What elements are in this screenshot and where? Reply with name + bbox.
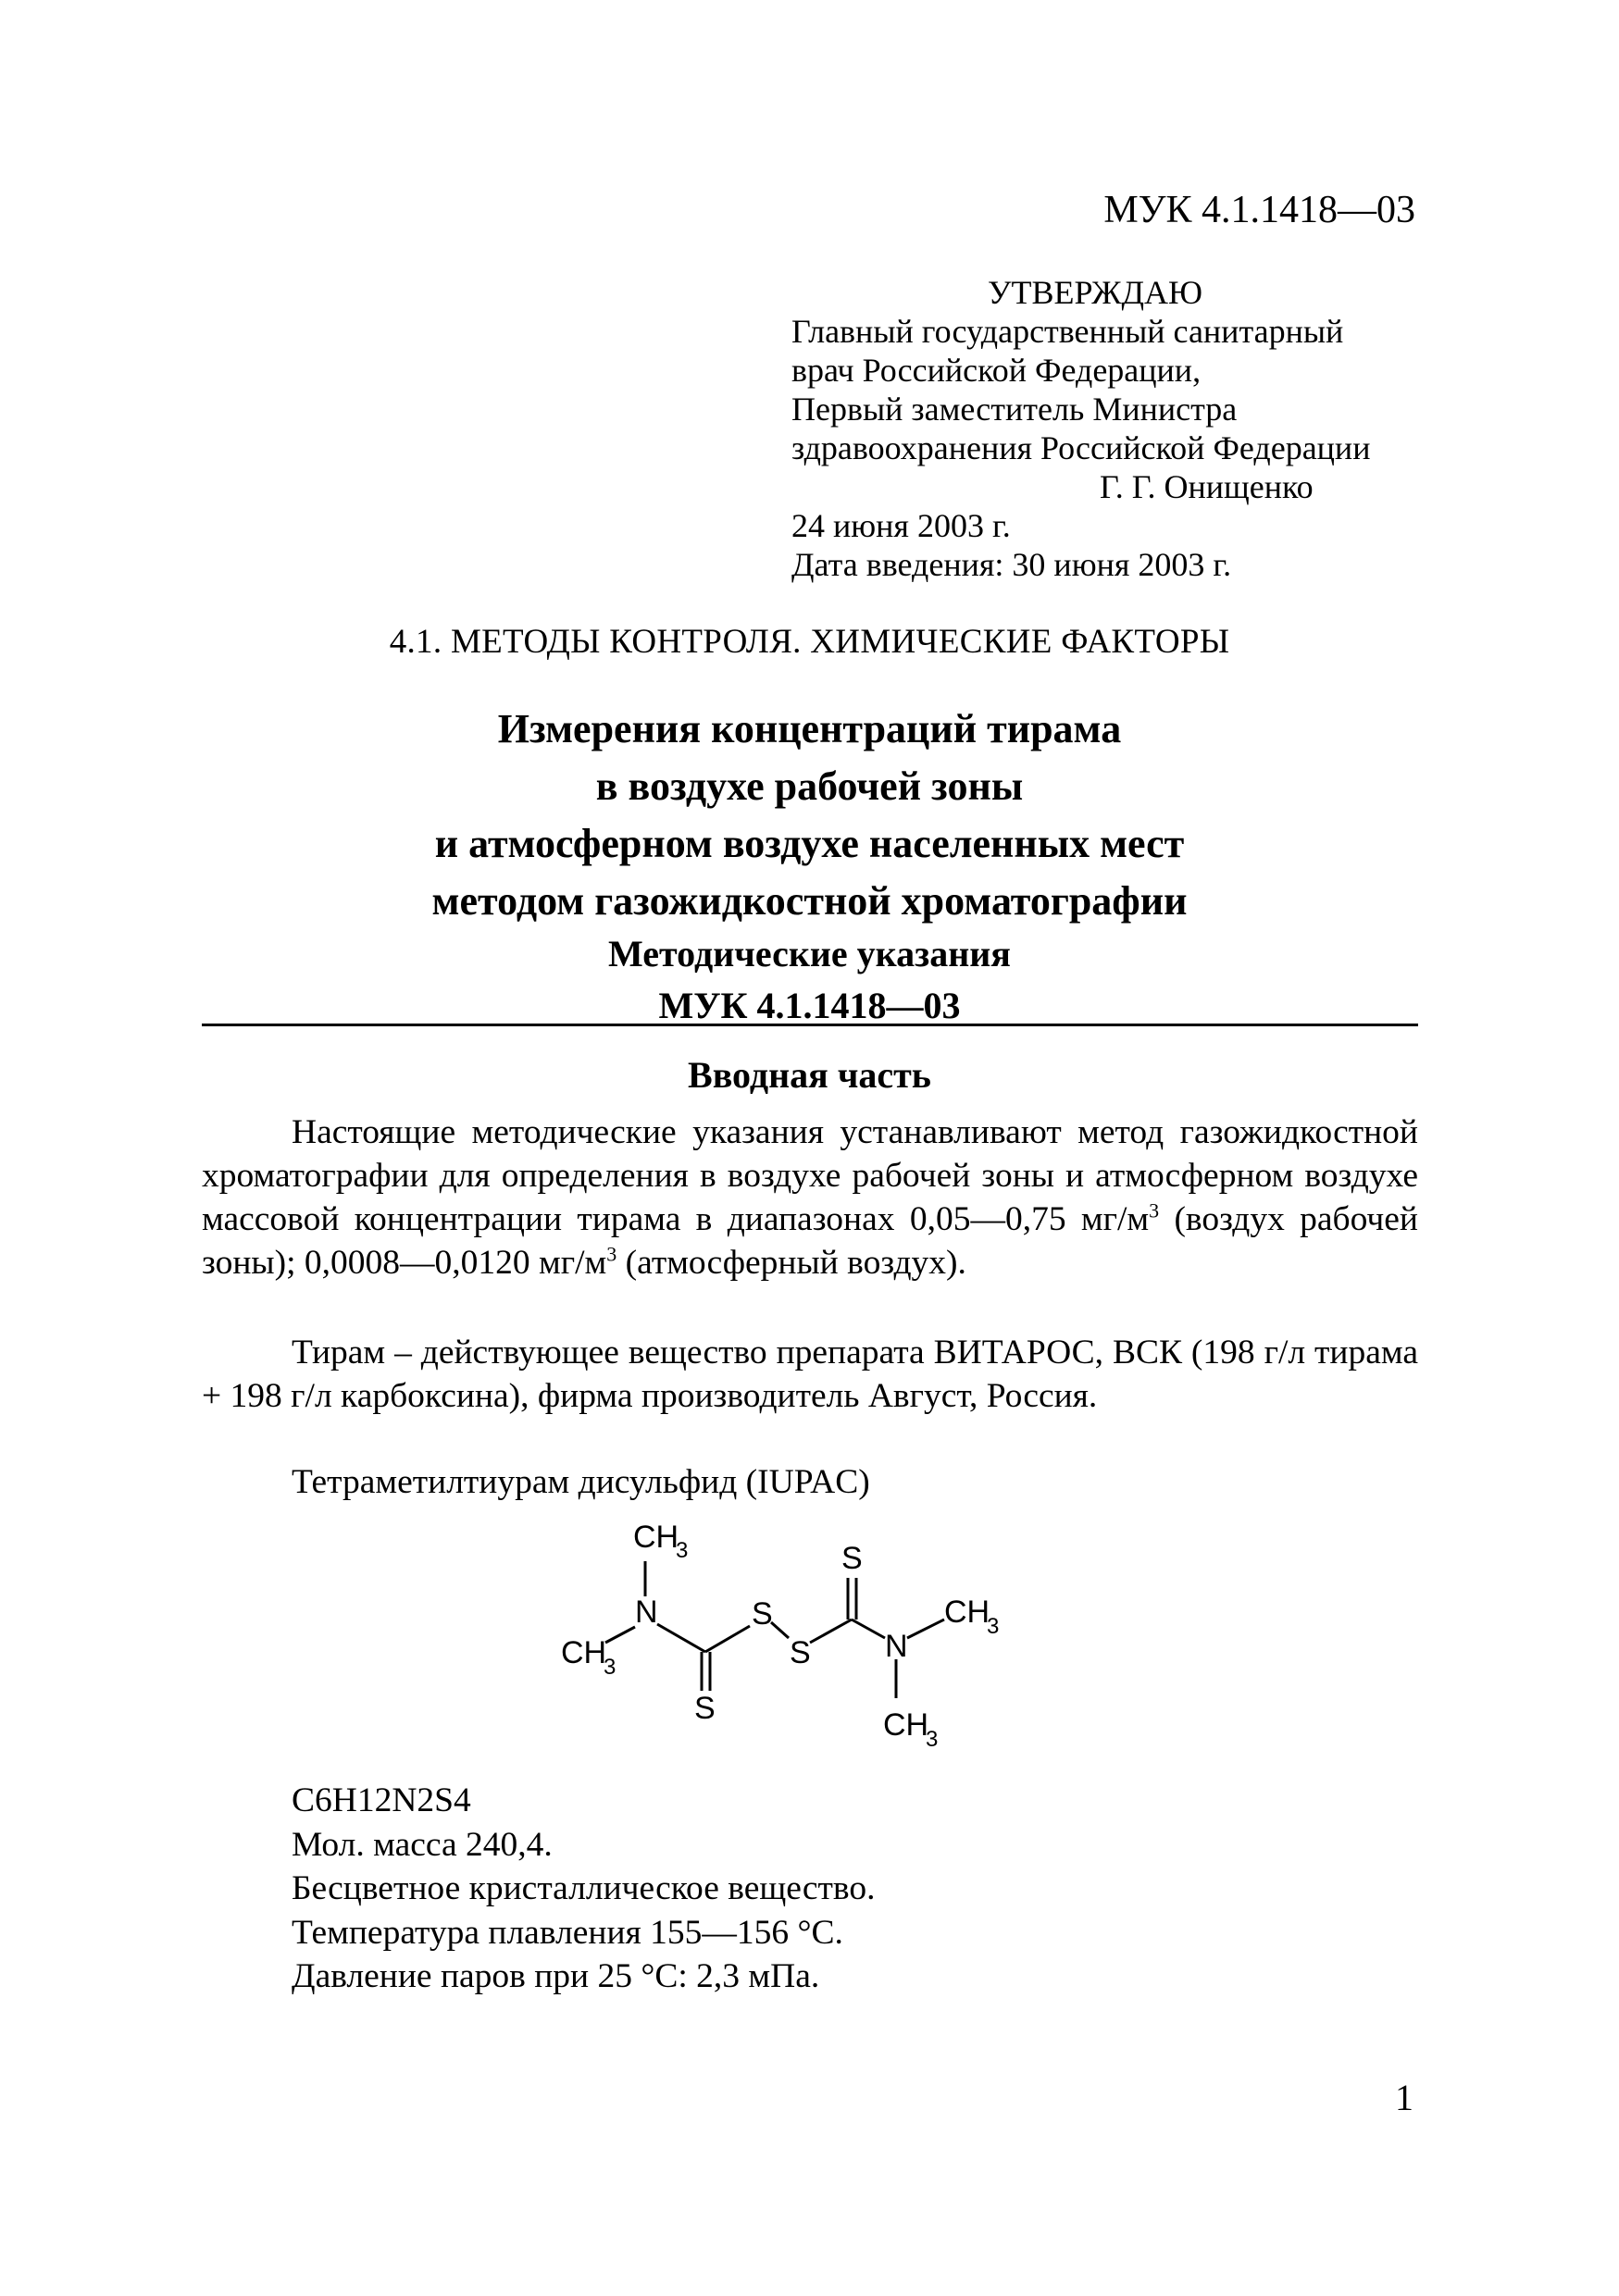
atom-label: S: [841, 1541, 863, 1576]
horizontal-rule: [202, 1024, 1418, 1026]
thiram-structural-formula: [546, 1504, 1083, 1754]
melting-point: Температура плавления 155—156 °С.: [292, 1913, 843, 1952]
approval-date: 24 июня 2003 г.: [791, 507, 1011, 544]
atom-subscript: 3: [676, 1538, 689, 1563]
approval-title: УТВЕРЖДАЮ: [988, 274, 1203, 311]
atom-label: N: [635, 1595, 658, 1630]
introduction-date: Дата введения: 30 июня 2003 г.: [791, 546, 1232, 583]
approval-signatory: Г. Г. Онищенко: [1100, 468, 1314, 505]
atom-labels: [561, 1520, 999, 1752]
superscript: 3: [606, 1242, 617, 1266]
formula: C6H12N2S4: [292, 1781, 471, 1819]
paragraph-text: (атмосферный воздух).: [616, 1244, 966, 1282]
approval-block: [791, 273, 1370, 584]
atom-subscript: 3: [987, 1614, 1000, 1639]
atom-label: CH: [883, 1707, 929, 1743]
approval-line: врач Российской Федерации,: [791, 352, 1202, 389]
title-line: методом газожидкостной хроматографии: [431, 878, 1188, 924]
intro-paragraph-1: [202, 1111, 1418, 1285]
atom-subscript: 3: [604, 1655, 616, 1680]
compound-properties: [292, 1779, 875, 1999]
approval-line: здравоохранения Российской Федерации: [791, 429, 1371, 466]
intro-heading: Вводная часть: [688, 1054, 931, 1096]
atom-label: S: [694, 1691, 716, 1726]
iupac-name: Тетраметилтиурам дисульфид (IUPAC): [292, 1463, 870, 1501]
approval-line: Первый заместитель Министра: [791, 391, 1238, 428]
superscript: 3: [1149, 1198, 1160, 1222]
atom-label: CH: [561, 1635, 607, 1670]
atom-label: CH: [944, 1595, 990, 1630]
atom-label: N: [885, 1629, 908, 1664]
atom-label: S: [752, 1596, 773, 1632]
appearance: Бесцветное кристаллическое вещество.: [292, 1869, 876, 1907]
title-line: и атмосферном воздухе населенных мест: [434, 821, 1185, 866]
subtitle-line: Методические указания: [608, 933, 1011, 974]
approval-line: Главный государственный санитарный: [791, 313, 1344, 350]
page-number: 1: [1395, 2077, 1414, 2118]
atom-subscript: 3: [926, 1727, 939, 1752]
atom-label: S: [790, 1635, 811, 1670]
intro-paragraph-2: [202, 1331, 1418, 1418]
document-title: [0, 701, 1619, 930]
molar-mass: Мол. масса 240,4.: [292, 1825, 553, 1864]
document-code: МУК 4.1.1418—03: [1103, 189, 1415, 231]
atom-label: CH: [633, 1520, 679, 1555]
vapor-pressure: Давление паров при 25 °С: 2,3 мПа.: [292, 1957, 820, 1995]
subtitle-code: МУК 4.1.1418—03: [658, 985, 961, 1026]
section-title: 4.1. МЕТОДЫ КОНТРОЛЯ. ХИМИЧЕСКИЕ ФАКТОРЫ: [389, 623, 1230, 661]
paragraph-text: (воздух рабочей зоны); 0,0008—0,0120 мг/м: [202, 1200, 1418, 1282]
document-subtitle: [0, 928, 1619, 1032]
title-line: в воздухе рабочей зоны: [595, 763, 1024, 809]
paragraph-text: Тирам – действующее вещество препарата ВИТАРОС, ВСК (198 г/л тирама + 198 г/л карбоксина), фирма производитель Август, Россия.: [202, 1334, 1418, 1415]
paragraph-text: Настоящие методические указания устанавливают метод газожидкостной хроматографии для определения в воздухе рабочей зоны и атмосферном воздухе массовой концентрации тирама в диапазонах 0,05—0,75 мг/м: [202, 1113, 1418, 1238]
title-line: Измерения концентраций тирама: [497, 706, 1122, 751]
